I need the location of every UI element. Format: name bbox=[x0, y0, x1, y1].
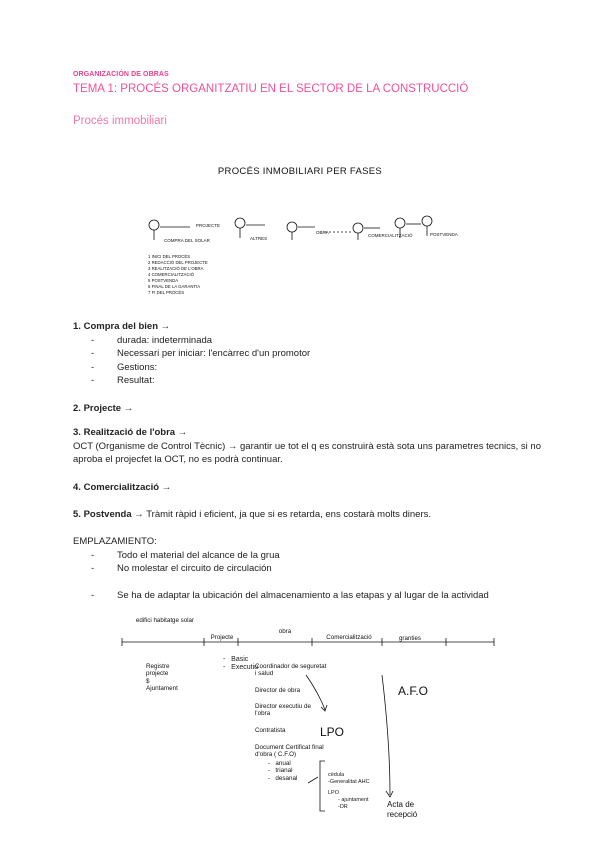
obra-item: Contratista bbox=[255, 727, 286, 734]
item-4-title: Comercialització bbox=[83, 482, 160, 493]
lpo-line: -DR bbox=[338, 803, 348, 810]
figure-title: PROCÉS INMOBILIARI PER FASES bbox=[217, 166, 383, 177]
lpo-line: LPO bbox=[328, 790, 340, 796]
diagram-legend-1: 1 INICI DEL PROCÉS bbox=[148, 254, 191, 259]
item-3-heading bbox=[73, 426, 543, 440]
cfo-item: anual bbox=[275, 760, 291, 767]
item-3-title: Realització de l'obra bbox=[83, 427, 176, 438]
item-5 bbox=[73, 508, 553, 522]
diagram-node-3: ALTRES bbox=[250, 236, 268, 241]
diagram-node-2: PROJECTE bbox=[196, 223, 221, 228]
item-3-num: 3. bbox=[73, 427, 81, 438]
cedula-line: cèdula bbox=[328, 772, 345, 778]
obra-item: Director executiu de l'obra bbox=[255, 703, 311, 718]
timeline-header-solar: edifici habitatge solar bbox=[135, 617, 195, 624]
item-1-num: 1. bbox=[73, 321, 81, 332]
list-item: - trianal bbox=[268, 767, 293, 775]
item-4-num: 4. bbox=[73, 482, 81, 493]
timeline-diagram bbox=[120, 615, 500, 830]
list-item: - Necessari per iniciar: l'encàrrec d'un promotor bbox=[91, 347, 543, 361]
diagram-node-4: OBRA bbox=[316, 230, 329, 235]
diagram-legend-3: 3 REALITZACIÓ DE L'OBRA bbox=[148, 266, 204, 271]
arrow-icon: → bbox=[123, 403, 134, 414]
item-5-text: Tràmit ràpid i eficient, ja que si es retarda, ens costarà molts diners. bbox=[146, 509, 432, 520]
arrow-icon: → bbox=[160, 321, 171, 332]
list-item: - desanal bbox=[268, 774, 298, 782]
emplazamiento-list bbox=[91, 549, 543, 576]
solar-note: Ajuntament bbox=[146, 685, 178, 693]
section-title: Procés immobiliari bbox=[73, 115, 167, 127]
timeline-header-granties: granties bbox=[398, 635, 421, 642]
emplazamiento-block bbox=[73, 535, 543, 602]
timeline-header-obra: obra bbox=[278, 628, 292, 635]
lpo-line: - ajuntament bbox=[338, 796, 369, 803]
phase-marker-3 bbox=[287, 222, 297, 232]
cfo-item: trianal bbox=[275, 767, 293, 775]
obra-item: Coordinador de seguretat i salud bbox=[255, 663, 327, 678]
diagram-node-1: COMPRA DEL SOLAR bbox=[164, 238, 210, 243]
topic-title: TEMA 1: PROCÉS ORGANITZATIU EN EL SECTOR DE LA CONSTRUCCIÓ bbox=[73, 83, 469, 95]
item-1-bullets bbox=[91, 334, 543, 388]
acta-arrowhead bbox=[386, 791, 393, 797]
acta-arrow bbox=[382, 675, 390, 795]
item-5-title: Postvenda bbox=[83, 509, 132, 520]
diagram-node-5: COMERCIALITZACIÓ bbox=[368, 233, 413, 238]
process-diagram bbox=[140, 200, 470, 300]
projecte-item: Basic bbox=[231, 656, 249, 663]
item-4-heading bbox=[73, 481, 171, 495]
diagram-legend-7: 7 FI DEL PROCÉS bbox=[148, 290, 185, 295]
phase-marker-5 bbox=[395, 218, 405, 228]
list-item: - Todo el material del alcance de la grua bbox=[91, 549, 543, 563]
emplazamiento-extra-list bbox=[91, 589, 543, 603]
item-2-heading bbox=[73, 402, 133, 416]
obra-item: Document Certificat final d'obra ( C.F.O) bbox=[255, 744, 324, 759]
list-item: - anual bbox=[268, 760, 291, 767]
cfo-arrow bbox=[308, 777, 318, 783]
item-5-num: 5. bbox=[73, 509, 81, 520]
lpo-label: LPO bbox=[320, 725, 345, 739]
timeline-header-projecte: Projecte bbox=[210, 634, 234, 641]
phase-marker-4 bbox=[353, 223, 363, 233]
list-item: - Basic bbox=[223, 656, 249, 663]
cedula-line: -Generalitat AHC bbox=[328, 778, 370, 785]
afo-label: A.F.O bbox=[398, 684, 429, 698]
diagram-node-6: POSTVENDA bbox=[430, 232, 458, 237]
list-item: - Gestions: bbox=[91, 361, 543, 375]
phase-marker-2 bbox=[235, 218, 245, 228]
item-2-num: 2. bbox=[73, 403, 81, 414]
arrow-icon: → bbox=[134, 509, 144, 520]
list-item: - Resultat: bbox=[91, 374, 543, 388]
projecte-list bbox=[223, 656, 258, 672]
cfo-item: desanal bbox=[275, 774, 298, 782]
list-item: - No molestar el circuito de circulación bbox=[91, 562, 543, 576]
timeline-header-comercialitzacio: Comercialització bbox=[326, 634, 372, 641]
diagram-legend-2: 2 REDACCIÓ DEL PROJECTE bbox=[148, 260, 208, 265]
phase-marker-1 bbox=[149, 220, 159, 230]
list-item: - Se ha de adaptar la ubicación del almacenamiento a las etapas y al lugar de la actividad bbox=[91, 589, 543, 603]
cfo-brace bbox=[320, 761, 325, 811]
emplazamiento-title: EMPLAZAMIENTO: bbox=[73, 536, 157, 547]
projecte-item: Executiu bbox=[231, 664, 259, 671]
list-item: - durada: indeterminada bbox=[91, 334, 543, 348]
list-item: - Executiu bbox=[223, 664, 259, 671]
obra-item: Director de obra bbox=[255, 687, 301, 694]
diagram-legend-5: 5 POSTVENDA bbox=[148, 278, 179, 283]
solar-notes bbox=[146, 663, 186, 693]
cedula-note bbox=[328, 772, 370, 786]
diagram-legend-4: 4 COMERCIALITZACIÓ bbox=[148, 272, 195, 277]
phase-marker-6 bbox=[422, 216, 432, 226]
diagram-legend-6: 6 FINAL DE LA GARANTIA bbox=[148, 284, 201, 289]
item-2-title: Projecte bbox=[83, 403, 122, 414]
solar-note: $ bbox=[146, 677, 150, 685]
item-3 bbox=[73, 426, 543, 467]
item-1 bbox=[73, 320, 543, 388]
cfo-list bbox=[268, 760, 297, 782]
item-1-heading bbox=[73, 320, 543, 334]
item-1-title: Compra del bien bbox=[83, 321, 159, 332]
arrow-icon: → bbox=[177, 427, 188, 438]
arrow-icon: → bbox=[161, 482, 172, 493]
lpo-note bbox=[328, 790, 369, 810]
acta-label: Acta de recepció bbox=[387, 800, 418, 819]
solar-note: Registre projecte bbox=[146, 663, 170, 678]
course-label: ORGANIZACIÓN DE OBRAS bbox=[73, 71, 169, 78]
item-3-text: OCT (Organisme de Control Tècnic) → garantir ue tot el q es construirà està sota uns parametres tecnics, si no aproba el projecfet la OCT, no es podrà continuar. bbox=[73, 440, 541, 465]
